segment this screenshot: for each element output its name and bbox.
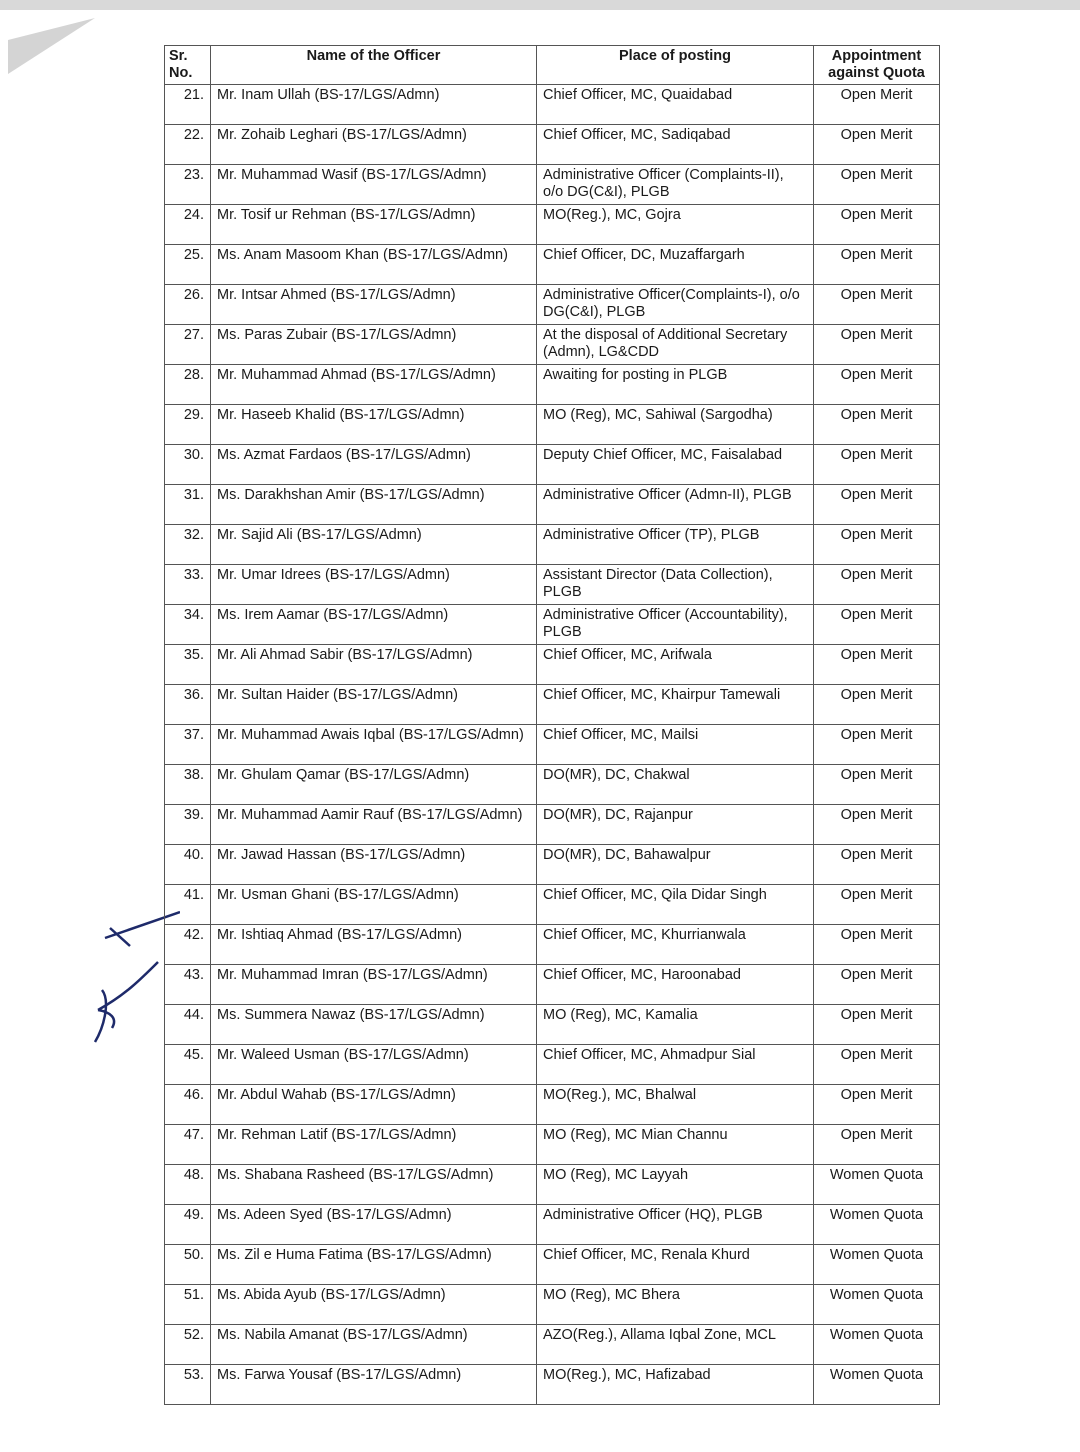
row-officer-name: Ms. Adeen Syed (BS-17/LGS/Admn) <box>211 1205 537 1245</box>
row-appointment-quota: Open Merit <box>814 325 940 365</box>
row-appointment-quota: Open Merit <box>814 1045 940 1085</box>
table-row <box>165 885 940 925</box>
row-sr-no: 49. <box>165 1205 211 1245</box>
header-place: Place of posting <box>537 46 814 85</box>
row-officer-name: Mr. Muhammad Aamir Rauf (BS-17/LGS/Admn) <box>211 805 537 845</box>
top-border-strip <box>0 0 1080 10</box>
table-row <box>165 845 940 885</box>
row-sr-no: 28. <box>165 365 211 405</box>
row-place-of-posting: MO(Reg.), MC, Bhalwal <box>537 1085 814 1125</box>
row-place-of-posting: Administrative Officer (HQ), PLGB <box>537 1205 814 1245</box>
row-officer-name: Mr. Jawad Hassan (BS-17/LGS/Admn) <box>211 845 537 885</box>
table-row <box>165 325 940 365</box>
row-place-of-posting: MO (Reg), MC Layyah <box>537 1165 814 1205</box>
row-place-of-posting: Assistant Director (Data Collection), PLGB <box>537 565 814 605</box>
row-officer-name: Mr. Rehman Latif (BS-17/LGS/Admn) <box>211 1125 537 1165</box>
row-sr-no: 51. <box>165 1285 211 1325</box>
row-appointment-quota: Open Merit <box>814 1125 940 1165</box>
row-appointment-quota: Open Merit <box>814 845 940 885</box>
row-appointment-quota: Women Quota <box>814 1205 940 1245</box>
row-appointment-quota: Open Merit <box>814 365 940 405</box>
row-sr-no: 36. <box>165 685 211 725</box>
row-place-of-posting: Chief Officer, MC, Mailsi <box>537 725 814 765</box>
table-row <box>165 525 940 565</box>
row-place-of-posting: MO (Reg), MC, Kamalia <box>537 1005 814 1045</box>
row-place-of-posting: Chief Officer, MC, Renala Khurd <box>537 1245 814 1285</box>
table-row <box>165 645 940 685</box>
table-row <box>165 565 940 605</box>
row-sr-no: 34. <box>165 605 211 645</box>
row-place-of-posting: Administrative Officer(Complaints-I), o/o DG(C&I), PLGB <box>537 285 814 325</box>
row-sr-no: 48. <box>165 1165 211 1205</box>
row-officer-name: Mr. Muhammad Wasif (BS-17/LGS/Admn) <box>211 165 537 205</box>
row-place-of-posting: Deputy Chief Officer, MC, Faisalabad <box>537 445 814 485</box>
table-row <box>165 765 940 805</box>
row-sr-no: 31. <box>165 485 211 525</box>
row-place-of-posting: DO(MR), DC, Chakwal <box>537 765 814 805</box>
row-place-of-posting: Chief Officer, MC, Arifwala <box>537 645 814 685</box>
row-officer-name: Mr. Ali Ahmad Sabir (BS-17/LGS/Admn) <box>211 645 537 685</box>
row-officer-name: Ms. Zil e Huma Fatima (BS-17/LGS/Admn) <box>211 1245 537 1285</box>
row-appointment-quota: Open Merit <box>814 685 940 725</box>
table-row <box>165 205 940 245</box>
table-row <box>165 1285 940 1325</box>
table-row <box>165 1045 940 1085</box>
table-row <box>165 605 940 645</box>
row-sr-no: 30. <box>165 445 211 485</box>
row-appointment-quota: Open Merit <box>814 605 940 645</box>
row-sr-no: 21. <box>165 85 211 125</box>
row-officer-name: Ms. Azmat Fardaos (BS-17/LGS/Admn) <box>211 445 537 485</box>
table-row <box>165 925 940 965</box>
row-place-of-posting: Chief Officer, MC, Khurrianwala <box>537 925 814 965</box>
row-sr-no: 24. <box>165 205 211 245</box>
table-row <box>165 1205 940 1245</box>
row-officer-name: Mr. Muhammad Awais Iqbal (BS-17/LGS/Admn) <box>211 725 537 765</box>
row-appointment-quota: Open Merit <box>814 765 940 805</box>
row-appointment-quota: Women Quota <box>814 1165 940 1205</box>
row-appointment-quota: Open Merit <box>814 565 940 605</box>
row-appointment-quota: Open Merit <box>814 405 940 445</box>
row-officer-name: Ms. Nabila Amanat (BS-17/LGS/Admn) <box>211 1325 537 1365</box>
table-row <box>165 165 940 205</box>
table-row <box>165 485 940 525</box>
row-sr-no: 22. <box>165 125 211 165</box>
header-name: Name of the Officer <box>211 46 537 85</box>
row-officer-name: Mr. Sajid Ali (BS-17/LGS/Admn) <box>211 525 537 565</box>
row-officer-name: Mr. Muhammad Ahmad (BS-17/LGS/Admn) <box>211 365 537 405</box>
row-officer-name: Ms. Irem Aamar (BS-17/LGS/Admn) <box>211 605 537 645</box>
table-row <box>165 285 940 325</box>
row-sr-no: 47. <box>165 1125 211 1165</box>
row-officer-name: Mr. Zohaib Leghari (BS-17/LGS/Admn) <box>211 125 537 165</box>
row-place-of-posting: MO (Reg), MC, Sahiwal (Sargodha) <box>537 405 814 445</box>
row-sr-no: 46. <box>165 1085 211 1125</box>
row-place-of-posting: Administrative Officer (TP), PLGB <box>537 525 814 565</box>
table-header-row <box>165 46 940 85</box>
row-place-of-posting: Administrative Officer (Complaints-II), o/o DG(C&I), PLGB <box>537 165 814 205</box>
row-place-of-posting: MO (Reg), MC Mian Channu <box>537 1125 814 1165</box>
row-place-of-posting: Chief Officer, MC, Khairpur Tamewali <box>537 685 814 725</box>
row-officer-name: Mr. Tosif ur Rehman (BS-17/LGS/Admn) <box>211 205 537 245</box>
table-row <box>165 1085 940 1125</box>
row-sr-no: 37. <box>165 725 211 765</box>
table-row <box>165 1325 940 1365</box>
row-place-of-posting: DO(MR), DC, Bahawalpur <box>537 845 814 885</box>
row-officer-name: Ms. Abida Ayub (BS-17/LGS/Admn) <box>211 1285 537 1325</box>
row-place-of-posting: Administrative Officer (Admn-II), PLGB <box>537 485 814 525</box>
row-sr-no: 26. <box>165 285 211 325</box>
table-row <box>165 445 940 485</box>
row-sr-no: 44. <box>165 1005 211 1045</box>
row-sr-no: 33. <box>165 565 211 605</box>
table-row <box>165 245 940 285</box>
row-officer-name: Mr. Haseeb Khalid (BS-17/LGS/Admn) <box>211 405 537 445</box>
table-row <box>165 405 940 445</box>
table-row <box>165 1165 940 1205</box>
row-sr-no: 45. <box>165 1045 211 1085</box>
row-officer-name: Mr. Abdul Wahab (BS-17/LGS/Admn) <box>211 1085 537 1125</box>
row-sr-no: 50. <box>165 1245 211 1285</box>
header-quota: Appointment against Quota <box>814 46 940 85</box>
row-place-of-posting: Chief Officer, DC, Muzaffargarh <box>537 245 814 285</box>
row-sr-no: 23. <box>165 165 211 205</box>
row-appointment-quota: Open Merit <box>814 645 940 685</box>
row-place-of-posting: MO(Reg.), MC, Hafizabad <box>537 1365 814 1405</box>
row-place-of-posting: Chief Officer, MC, Haroonabad <box>537 965 814 1005</box>
row-place-of-posting: At the disposal of Additional Secretary (Admn), LG&CDD <box>537 325 814 365</box>
row-appointment-quota: Open Merit <box>814 725 940 765</box>
row-sr-no: 35. <box>165 645 211 685</box>
table-row <box>165 725 940 765</box>
row-sr-no: 42. <box>165 925 211 965</box>
table-row <box>165 365 940 405</box>
table-row <box>165 685 940 725</box>
row-place-of-posting: Awaiting for posting in PLGB <box>537 365 814 405</box>
row-place-of-posting: Administrative Officer (Accountability), PLGB <box>537 605 814 645</box>
row-officer-name: Mr. Umar Idrees (BS-17/LGS/Admn) <box>211 565 537 605</box>
row-appointment-quota: Open Merit <box>814 1005 940 1045</box>
row-appointment-quota: Open Merit <box>814 285 940 325</box>
row-sr-no: 52. <box>165 1325 211 1365</box>
row-officer-name: Ms. Shabana Rasheed (BS-17/LGS/Admn) <box>211 1165 537 1205</box>
row-officer-name: Mr. Sultan Haider (BS-17/LGS/Admn) <box>211 685 537 725</box>
row-sr-no: 29. <box>165 405 211 445</box>
row-sr-no: 32. <box>165 525 211 565</box>
row-officer-name: Mr. Usman Ghani (BS-17/LGS/Admn) <box>211 885 537 925</box>
row-officer-name: Ms. Farwa Yousaf (BS-17/LGS/Admn) <box>211 1365 537 1405</box>
table-row <box>165 805 940 845</box>
row-sr-no: 43. <box>165 965 211 1005</box>
row-appointment-quota: Women Quota <box>814 1245 940 1285</box>
row-sr-no: 38. <box>165 765 211 805</box>
row-sr-no: 53. <box>165 1365 211 1405</box>
row-appointment-quota: Open Merit <box>814 165 940 205</box>
row-officer-name: Mr. Ghulam Qamar (BS-17/LGS/Admn) <box>211 765 537 805</box>
row-sr-no: 41. <box>165 885 211 925</box>
row-officer-name: Ms. Summera Nawaz (BS-17/LGS/Admn) <box>211 1005 537 1045</box>
row-officer-name: Mr. Inam Ullah (BS-17/LGS/Admn) <box>211 85 537 125</box>
row-appointment-quota: Open Merit <box>814 885 940 925</box>
row-sr-no: 27. <box>165 325 211 365</box>
header-sr-no: Sr. No. <box>165 46 211 85</box>
row-appointment-quota: Open Merit <box>814 925 940 965</box>
table-row <box>165 125 940 165</box>
row-appointment-quota: Open Merit <box>814 85 940 125</box>
table-row <box>165 1245 940 1285</box>
officer-posting-table <box>164 45 940 1405</box>
row-officer-name: Mr. Waleed Usman (BS-17/LGS/Admn) <box>211 1045 537 1085</box>
row-appointment-quota: Women Quota <box>814 1325 940 1365</box>
row-appointment-quota: Open Merit <box>814 445 940 485</box>
row-appointment-quota: Open Merit <box>814 805 940 845</box>
table-row <box>165 1365 940 1405</box>
row-officer-name: Mr. Ishtiaq Ahmad (BS-17/LGS/Admn) <box>211 925 537 965</box>
row-appointment-quota: Women Quota <box>814 1285 940 1325</box>
row-officer-name: Mr. Intsar Ahmed (BS-17/LGS/Admn) <box>211 285 537 325</box>
row-sr-no: 39. <box>165 805 211 845</box>
table-row <box>165 1005 940 1045</box>
row-officer-name: Ms. Paras Zubair (BS-17/LGS/Admn) <box>211 325 537 365</box>
row-place-of-posting: DO(MR), DC, Rajanpur <box>537 805 814 845</box>
row-place-of-posting: Chief Officer, MC, Sadiqabad <box>537 125 814 165</box>
row-appointment-quota: Women Quota <box>814 1365 940 1405</box>
row-sr-no: 40. <box>165 845 211 885</box>
table-row <box>165 1125 940 1165</box>
row-appointment-quota: Open Merit <box>814 245 940 285</box>
row-place-of-posting: Chief Officer, MC, Quaidabad <box>537 85 814 125</box>
row-appointment-quota: Open Merit <box>814 1085 940 1125</box>
row-place-of-posting: Chief Officer, MC, Ahmadpur Sial <box>537 1045 814 1085</box>
row-appointment-quota: Open Merit <box>814 485 940 525</box>
row-place-of-posting: AZO(Reg.), Allama Iqbal Zone, MCL <box>537 1325 814 1365</box>
row-officer-name: Ms. Darakhshan Amir (BS-17/LGS/Admn) <box>211 485 537 525</box>
page-corner-mark <box>0 10 110 80</box>
row-officer-name: Mr. Muhammad Imran (BS-17/LGS/Admn) <box>211 965 537 1005</box>
row-appointment-quota: Open Merit <box>814 125 940 165</box>
table-row <box>165 85 940 125</box>
row-place-of-posting: MO (Reg), MC Bhera <box>537 1285 814 1325</box>
row-place-of-posting: Chief Officer, MC, Qila Didar Singh <box>537 885 814 925</box>
row-appointment-quota: Open Merit <box>814 965 940 1005</box>
row-appointment-quota: Open Merit <box>814 525 940 565</box>
row-officer-name: Ms. Anam Masoom Khan (BS-17/LGS/Admn) <box>211 245 537 285</box>
row-appointment-quota: Open Merit <box>814 205 940 245</box>
row-place-of-posting: MO(Reg.), MC, Gojra <box>537 205 814 245</box>
table-row <box>165 965 940 1005</box>
row-sr-no: 25. <box>165 245 211 285</box>
